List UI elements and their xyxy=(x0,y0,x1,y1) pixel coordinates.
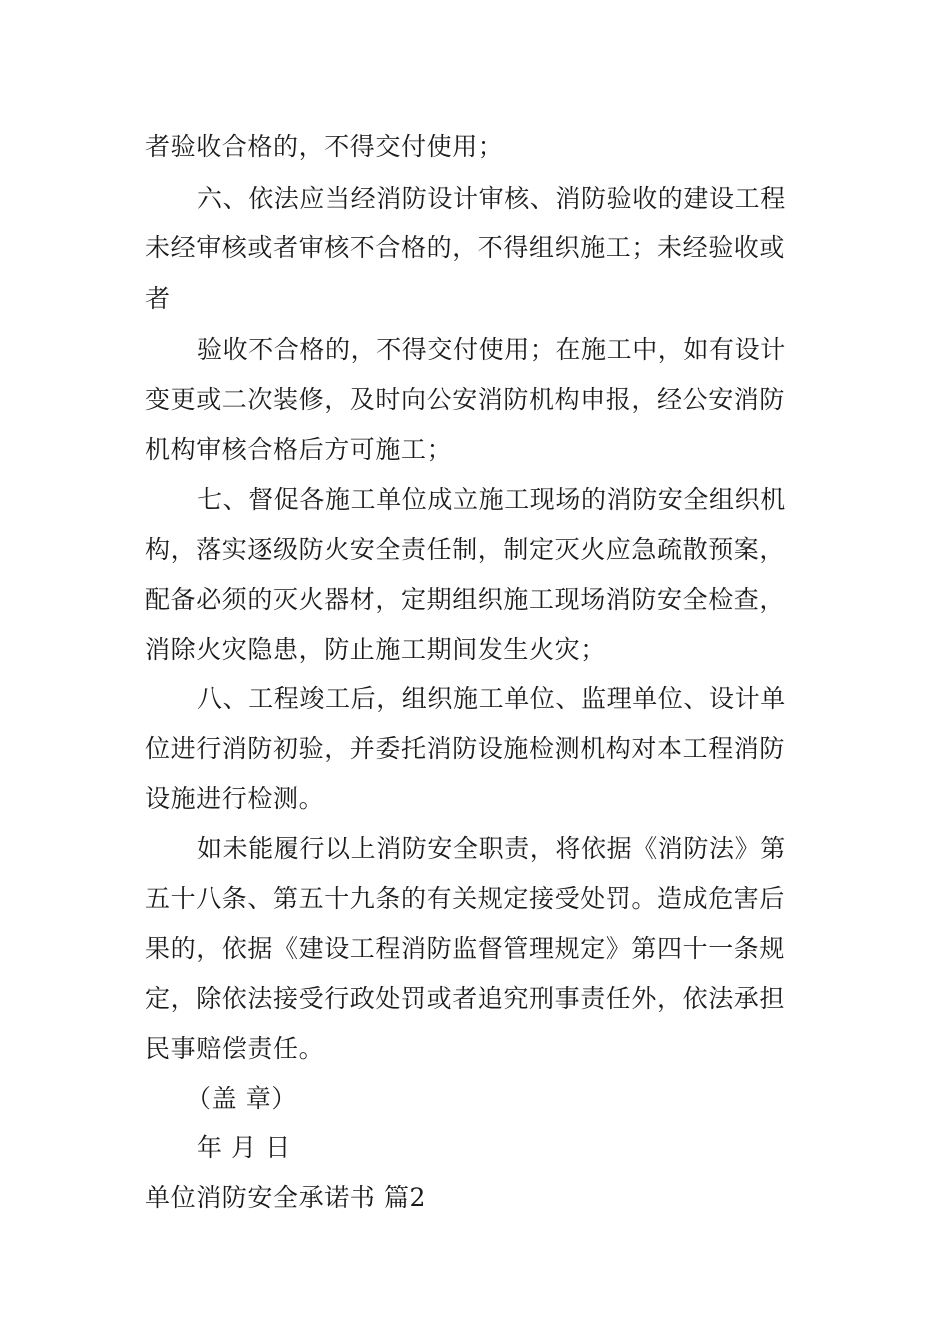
text-line: 定，除依法接受行政处罚或者追究刑事责任外，依法承担 xyxy=(145,984,786,1013)
text-line: 设施进行检测。 xyxy=(145,784,325,813)
text-line: 变更或二次装修，及时向公安消防机构申报，经公安消防 xyxy=(145,385,786,414)
date-placeholder: 年 月 日 xyxy=(197,1133,291,1162)
text-line: 验收不合格的，不得交付使用；在施工中，如有设计 xyxy=(197,335,786,364)
text-line: 者 xyxy=(145,284,171,313)
text-line: 六、依法应当经消防设计审核、消防验收的建设工程 xyxy=(197,184,786,213)
text-line: 五十八条、第五十九条的有关规定接受处罚。造成危害后 xyxy=(145,884,786,913)
text-line: 者验收合格的，不得交付使用； xyxy=(145,132,504,161)
section-heading: 单位消防安全承诺书 篇2 xyxy=(145,1183,427,1212)
text-line: 民事赔偿责任。 xyxy=(145,1034,325,1063)
seal-placeholder: （盖 章） xyxy=(186,1084,297,1113)
text-line: 如未能履行以上消防安全职责，将依据《消防法》第 xyxy=(197,834,786,863)
text-line: 八、工程竣工后，组织施工单位、监理单位、设计单 xyxy=(197,684,786,713)
text-line: 七、督促各施工单位成立施工现场的消防安全组织机 xyxy=(197,485,786,514)
text-line: 未经审核或者审核不合格的，不得组织施工；未经验收或 xyxy=(145,233,786,262)
text-line: 果的，依据《建设工程消防监督管理规定》第四十一条规 xyxy=(145,934,786,963)
text-line: 配备必须的灭火器材，定期组织施工现场消防安全检查， xyxy=(145,585,786,614)
text-line: 位进行消防初验，并委托消防设施检测机构对本工程消防 xyxy=(145,734,786,763)
text-line: 消除火灾隐患，防止施工期间发生火灾； xyxy=(145,635,606,664)
text-line: 构，落实逐级防火安全责任制，制定灭火应急疏散预案， xyxy=(145,535,786,564)
text-line: 机构审核合格后方可施工； xyxy=(145,435,453,464)
